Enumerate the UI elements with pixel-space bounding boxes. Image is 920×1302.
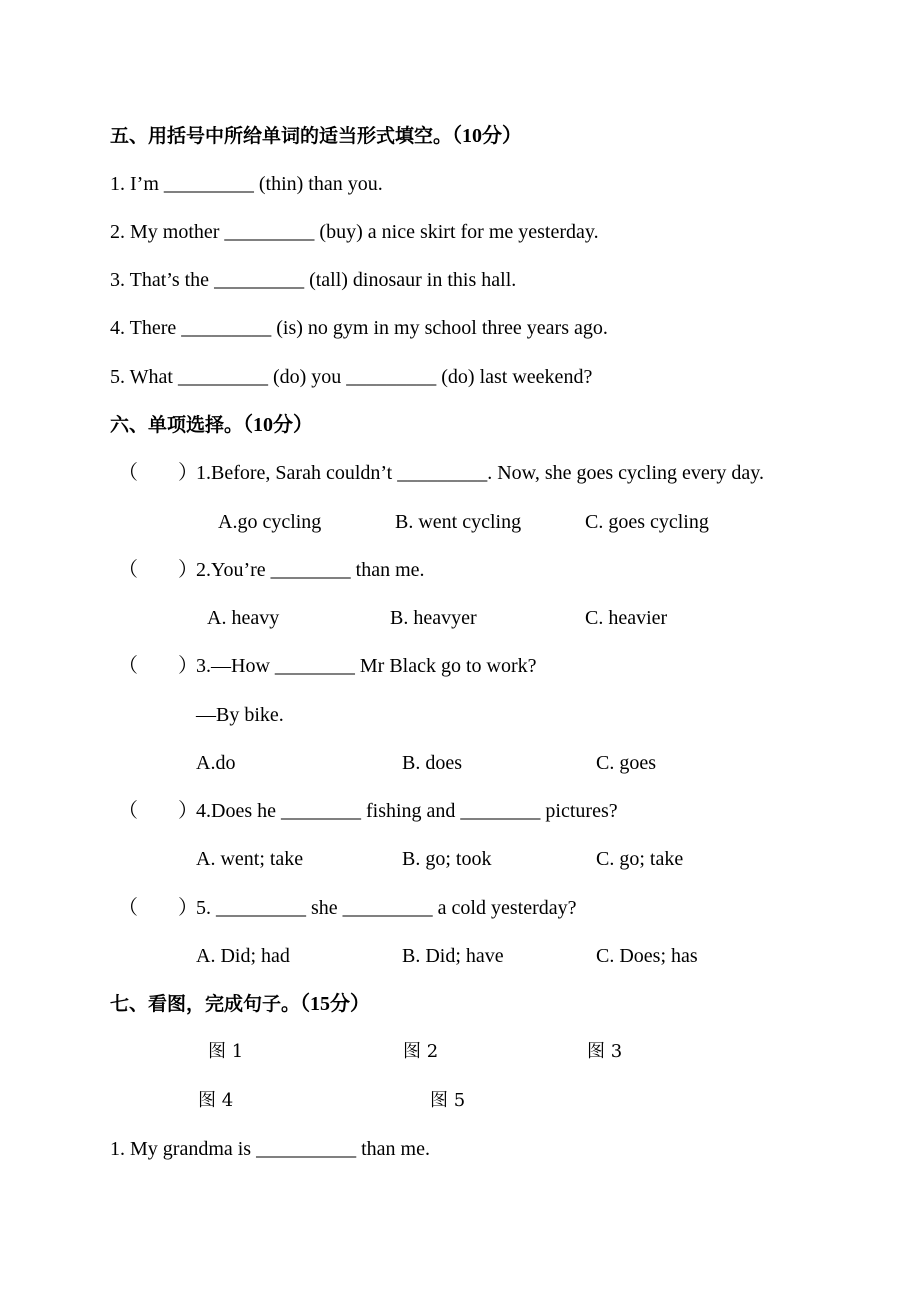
q2-text: 2.You’re ________ than me. (196, 559, 425, 581)
section5-heading (110, 124, 522, 148)
s7-item-1: 1. My grandma is __________ than me. (110, 1138, 430, 1160)
q5-option-c[interactable]: C. Does; has (596, 945, 698, 967)
figure-label-5: 图 5 (430, 1090, 466, 1111)
q3-answer-bracket[interactable]: （ ） (118, 655, 198, 677)
q4-option-c[interactable]: C. go; take (596, 848, 684, 870)
figure-label-4: 图 4 (198, 1090, 234, 1111)
s5-item-4: 4. There _________ (is) no gym in my school three years ago. (110, 317, 608, 339)
section6-heading (110, 413, 313, 437)
figure-label-2: 图 2 (403, 1041, 439, 1062)
section6-title: 六、单项选择。 (110, 414, 244, 436)
figure-label-1: 图 1 (208, 1041, 244, 1062)
section7-heading (110, 992, 370, 1016)
q3-option-c[interactable]: C. goes (596, 752, 656, 774)
q2-option-b[interactable]: B. heavyer (390, 607, 477, 629)
s5-item-1: 1. I’m _________ (thin) than you. (110, 173, 383, 195)
section7-score: （15分） (300, 993, 371, 1015)
q2-option-a[interactable]: A. heavy (207, 607, 280, 629)
q4-option-b[interactable]: B. go; took (402, 848, 492, 870)
q1-option-a[interactable]: A.go cycling (218, 511, 322, 533)
q1-text: 1.Before, Sarah couldn’t _________. Now, she goes cycling every day. (196, 462, 765, 484)
q3-text: 3.—How ________ Mr Black go to work? (196, 655, 537, 677)
q1-option-b[interactable]: B. went cycling (395, 511, 522, 533)
q5-option-b[interactable]: B. Did; have (402, 945, 504, 967)
s5-item-3: 3. That’s the _________ (tall) dinosaur in this hall. (110, 269, 517, 291)
s5-item-5: 5. What _________ (do) you _________ (do) last weekend? (110, 366, 593, 388)
q4-answer-bracket[interactable]: （ ） (118, 800, 198, 822)
figure-label-3: 图 3 (587, 1041, 623, 1062)
section7-title: 七、看图，完成句子。 (110, 993, 301, 1015)
q4-option-a[interactable]: A. went; take (196, 848, 304, 870)
q3-dialogue-answer: —By bike. (196, 704, 284, 726)
s5-item-2: 2. My mother _________ (buy) a nice skirt for me yesterday. (110, 221, 599, 243)
q5-answer-bracket[interactable]: （ ） (118, 897, 198, 919)
q5-option-a[interactable]: A. Did; had (196, 945, 290, 967)
q5-text: 5. _________ she _________ a cold yesterday? (196, 897, 577, 919)
section5-title: 五、用括号中所给单词的适当形式填空。 (110, 125, 453, 147)
q2-option-c[interactable]: C. heavier (585, 607, 668, 629)
q2-answer-bracket[interactable]: （ ） (118, 559, 198, 581)
section5-score: （10分） (452, 125, 523, 147)
q4-text: 4.Does he ________ fishing and ________ pictures? (196, 800, 618, 822)
section6-score: （10分） (243, 414, 314, 436)
q3-option-a[interactable]: A.do (196, 752, 236, 774)
q1-answer-bracket[interactable]: （ ） (118, 462, 198, 484)
q3-option-b[interactable]: B. does (402, 752, 462, 774)
q1-option-c[interactable]: C. goes cycling (585, 511, 709, 533)
